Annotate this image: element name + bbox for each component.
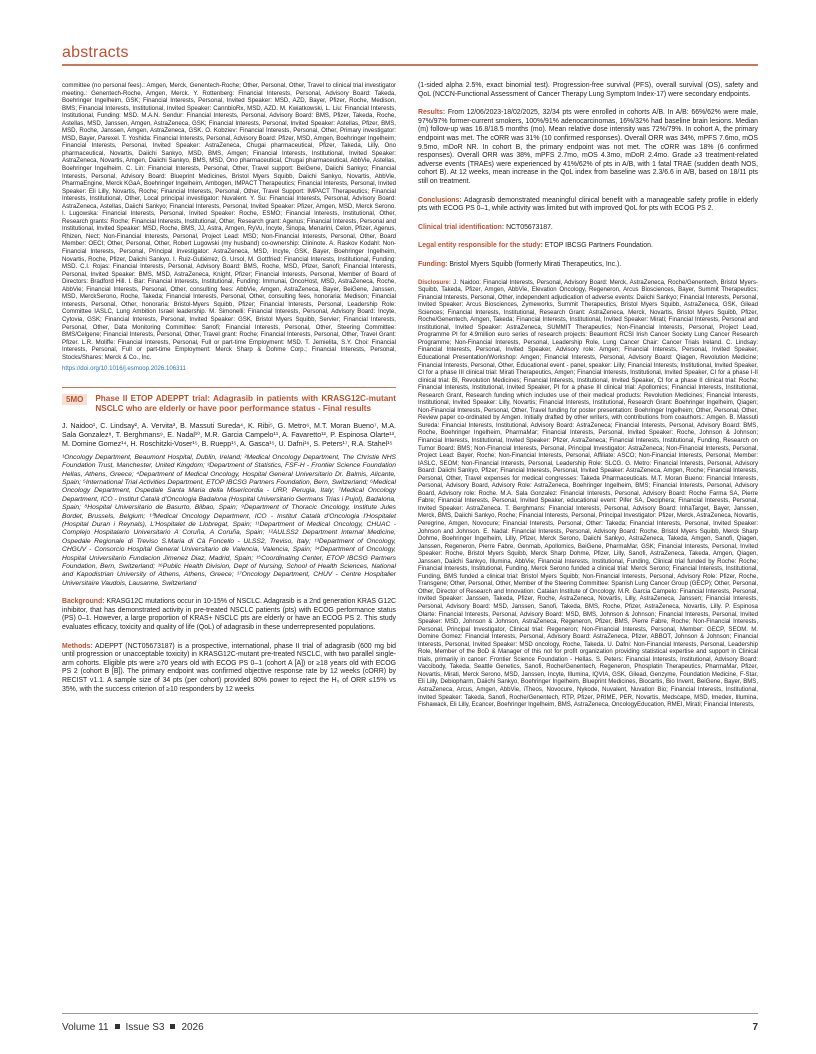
trial-id-label: Clinical trial identification: xyxy=(418,223,505,231)
disclosure-section xyxy=(418,280,758,710)
results-section xyxy=(418,109,758,186)
background-label: Background: xyxy=(62,598,105,606)
trial-id-text: NCT05673187. xyxy=(506,223,553,231)
disclosure-text: J. Naidoo: Financial Interests, Personal, Advisory Board: Merck, AstraZeneca, Roche/Genentech, Bristol Myers-Squibb, Takeda, Pfizer, Amgen, AbbVie, Elevation Oncology, Regeneron, Arcus Biosciences, Bayer, Summit Therapeutics; Financial Interests, Personal, Other, independent adjudication of adverse events: Daiichi Sankyo; Financial Interests, Personal, Invited Speaker: Arcus Biosciences, Zymeworks, Summit Therapeutics, Bristol Myers Squibb, AstraZeneca, GSK, Gilead Sciences; Financial Interests, Institutional, Research Grant: AstraZeneca, Merck, Novartis, Bristol Myers Squibb, Pfizer, Roche/Genentech, Amgen, Takeda; Financial Interests, Institutional, Invited Speaker: Mirati; Financial Interests, Personal and Institutional, Invited Speaker: AstraZeneca, SUMMIT Therapeutics; Non-Financial Interests, Personal, Project Lead, Programme PI for 4.9million euro series of research projects: Beaumont RCSI Irish Cancer Society Lung Cancer Research Programme; Non-Financial Interests, Personal, Leadership Role, Lung Cancer Chair: Cancer Trials Ireland. C. Lindsay: Financial Interests, Personal, Invited Speaker, Advisory role: Amgen; Financial Interests, Personal, Invited Speaker, Educational Presentation/Workshop: Amgen; Financial Interests, Personal, Advisory Board: Qiagen, Revolution Medicine; Financial Interests, Personal, Other, Educational event - panel, speaker: Lilly; Financial Interests, Institutional, Invited Speaker, CI for a phase III clinical trial: Mirati Therapeutics, Amgen; Financial Interests, Institutional, Invited Speaker, CI for a phase I-II clinical trial: BI, Revolution Medicines; Financial Interests, Institutional, Invited Speaker, CI for a phase II clinical trial: Roche; Financial Interests, Institutional, Invited Speaker, PI for a phase III clinical trial: Apollomics; Financial Interests, Institutional, Research Grant, Research funding which includes use of their medical products: Revolution Medicines; Financial Interests, Institutional, Invited Speaker: Lilly, Novartis; Financial Interests, Institutional, Research Grant: Boehringer Ingelheim, Qiagen; Non-Financial Interests, Personal, Other, Travel funding for poster presentation: Boehringer Ingelheim; Other, Personal, Other, Review paper co-ordinated by Amgen. Initially drafted by other writers, with contributions from coauthors.: Amgen. B. Massuti Sureda: Financial Interests, Institutional, Advisory Board: AstraZeneca; Financial Interests, Personal, Advisory Board: BMS, Roche, Boehringer Ingelheim, PharmaMar; Financial Interests, Personal, Invited Speaker: Roche, Johnson & Johnson; Financial Interests, Institutional, Invited Speaker: Pfizer, AstraZeneca; Financial Interests, Institutional, Funding, Research on Tumor Board: BMS; Non-Financial Interests, Personal, Principal Investigator: AstraZeneca; Non-Financial Interests, Personal, Project Lead: Bayer, Roche; Non-Financial Interests, Personal, Affiliate: ASCO; Non-Financial Interests, Personal, Member: IASLC, SEOM; Non-Financial Interests, Personal, Leadership Role: SLCG. G. Metro: Financial Interests, Personal, Advisory Board: Daiichi Sankyo, Pfizer; Financial Interests, Personal, Invited Speaker: AstraZeneca, Amgen, Roche; Financial Interests, Personal, Other, Travel expenses for medical congresses: Takeda Pharmaceuticals. M.T. Moran Bueno: Financial Interests, Personal, Advisory Board, Advisory Role: AstraZeneca, Boehringer Ingelheim, BMS; Financial Interests, Personal, Advisory Board, Advisory role: Roche. M.A. Sala Gonzalez: Financial Interests, Personal, Advisory Board: Roche Farma SA, Pierre Fabre; Financial Interests, Personal, Invited Speaker, educational event: Pifer SA, Deciphera; Financial Interests, Personal, Invited Speaker: AstraZeneca. T. Berghmans: Financial Interests, Personal, Advisory Board: InhaTarget, Bayer, Janssen, Merck, BMS, Daiichi Sankyo, Roche; Financial Interests, Personal, Principal Investigator: Pfizer, Merck, AstraZeneca, Novartis, Peregrine, Amgen, Novocure; Financial Interests, Personal, Other: Takeda; Financial Interests, Personal, Invited Speaker: Johnson and Johnson. E. Nadal: Financial Interests, Personal, Advisory Board: Roche, Bristol Myers Squibb, Merck Sharp Dohme, Boehringer Ingelheim, Lilly, Pfizer, Merck Serono, Daiichi Sankyo, AstraZeneca, Takeda, Amgen, Sanofi, Qiagen, Janssen, Regeneron, Pierre Fabre, Genmab, Apollomics, BeiGene, PharmaMar, GSK; Financial Interests, Personal, Invited Speaker: Roche, Bristol Myers Squibb, Merck Sharp Dohme, Pfizer, Lilly, Sanofi, AstraZeneca, Takeda, Amgen, Qiagen, Janssen, Daiichi Sankyo, Illumina, AbbVie; Financial Interests, Institutional, Funding, Clinical trial funded by Roche: Roche; Financial Interests, Institutional, Funding, Merck Serono funded a clinical trial: Merck Serono; Financial Interests, Institutional, Funding, BMS funded a clinical trial: Bristol Myers Squibb; Non-Financial Interests, Personal, Advisory Role: Pfizer, Roche, Transgene; Other, Personal, Other, Member of the Steering Committee: Spanish Lung Cancer Group (GECP); Other, Personal, Other, Director of Research and Innovation: Catalan Institute of Oncology. M.R. Garcia Campelo: Financial Interests, Personal, Invited Speaker: Janssen, Takeda, Pfizer, Roche, AstraZeneca, Novartis, Lilly, AstraZeneca, Janssen; Financial Interests, Personal, Advisory Board: MSD, Janssen, Sanofi, Takeda, BMS, Roche, Pfizer, AstraZeneca, Novartis, Lilly. P. Espinosa Olarte: Financial Interests, Personal, Advisory Board: MSD, BMS, Johnson & Johnson; Financial Interests, Personal, Invited Speaker: MSD, Johnson & Johnson, AstraZeneca, Regeneron, Pfizer, BMS, Pierre Fabre, Roche; Non-Financial Interests, Personal, Principal Investigator, Clinical trial: Regeneron; Non-Financial Interests, Personal, Member: GECP, SEOM. M. Domine Gomez: Financial Interests, Personal, Advisory Board: AstraZeneca, Pfizer, ABBOT, Johnson & Johnson; Financial Interests, Personal, Invited Speaker: MSD oncology, Roche, Takeda. U. Dafni: Non-Financial Interests, Personal, Leadership Role, Member of the BoD & Manager of this not for profit organization providing statistical expertise and support in Clinical trials, primarily in cancer: Frontier Science Foundation - Hellas. S. Peters: Financial Interests, Institutional, Advisory Board: Vaccibody, Takeda, Seattle Genetics, Sanofi, Roche/Genentech, Regeneron, Phosplatin Therapeutics, PharmaMar, Pfizer, Novartis, Mirati, Merck Serono, MSD, Janssen, Incyte, Illumina, IQVIA, GSK, Gilead, Genzyme, Foundation Medicine, F-Star, Eli Lilly, Debiopharm, Daiichi Sankyo, Boehringer Ingelheim, Blueprint Medicines, Biocartis, Bio Invent, BeiGene, Bayer, BMS, AstraZeneca, Arcus, Amgen, AbbVie, iTheos, Novocure, Nykode, Nuvalent, Nuvation Bio; Financial Interests, Institutional, Invited Speaker: Takeda, Sanofi, Roche/Genentech, RTP, Pfizer, PRIME, PER, Novartis, Medscape, MSD, Imedex, Illumina, Fishawack, Eli Lilly, Ecancer, Boehringer Ingelheim, BMS, AstraZeneca, OncologyEducation, RMEI, Mirati; Financial Interests, xyxy=(418,279,758,709)
methods-continued-text: (1-sided alpha 2.5%, exact binomial test). Progression-free survival (PFS), overall survival (OS), safety and QoL (NCCN-Functional Assessment of Cancer Therapy Lung Symptom Index-17) were secondary endpoints. xyxy=(418,82,758,98)
conclusions-section xyxy=(418,197,758,214)
abstract-heading xyxy=(62,387,396,414)
doi-link[interactable]: https://doi.org/10.1016/j.esmoop.2026.106311 xyxy=(62,365,186,373)
page-number: 7 xyxy=(752,1022,758,1033)
square-bullet-icon xyxy=(170,1024,175,1029)
square-bullet-icon xyxy=(115,1024,120,1029)
disclosure-label: Disclosure: xyxy=(418,279,451,286)
results-text: From 12/06/2023-18/02/2025, 32/34 pts were enrolled in cohorts A/B. In A/B: 66%/62% were male, 97%/97% former-current smokers, 100%/91% adenocarcinomas, 16%/32% had baseline brain lesions. Median (m) follow-up was 16.8/18.5 months (mo). Mean relative dose intensity was 72%/79%. In cohort A, the primary endpoint was met. The cORR was 31% (10 confirmed responses). Overall ORR was 34%, mPFS 7.6mo, mOS 9.5mo, mDoR NR. In cohort B, the primary endpoint was not met. The cORR was 18% (6 confirmed responses). Overall ORR was 38%, mPFS 2.7mo, mOS 4.3mo, mDoR 2.4mo. Grade ≥3 treatment-related adverse events (TRAEs) were experienced by 41%/62% of pts in A/B, with 1 fatal TRAE (sudden death NOS, cohort B). At 12 weeks, mean increase in the QoL index from baseline was 2.3/6.6 in A/B, based on 18/11 pts still on treatment. xyxy=(418,109,758,185)
journal-section-header: abstracts xyxy=(62,44,129,61)
funding-label: Funding: xyxy=(418,260,448,268)
footer-volume: Volume 11 xyxy=(62,1022,109,1033)
header-rule xyxy=(62,64,758,66)
funding-section xyxy=(418,261,758,270)
background-section xyxy=(62,598,396,632)
methods-section xyxy=(62,643,396,695)
conclusions-text: Adagrasib demonstrated meaningful clinical benefit with a manageable safety profile in elderly pts with ECOG PS 0–1, while activity was limited but with improved QoL for pts with ECOG PS 2. xyxy=(418,196,758,213)
footer-issue: Issue S3 xyxy=(125,1022,165,1033)
left-column xyxy=(62,82,396,694)
footer-rule xyxy=(62,1013,758,1014)
footer-issue-info xyxy=(62,1022,204,1033)
methods-text: ADEPPT (NCT05673187) is a prospective, international, phase II trial of adagrasib (600 mg bid until progression or unacceptable toxicity) in KRASG12C-mutant pre-treated NSCLC, with two parallel single-arm cohorts. Eligible pts were ≥70 years old with ECOG PS 0–1 (cohort A [A]) or ≥18 years old with ECOG PS 2 (cohort B [B]). The primary endpoint was confirmed objective response rate by 12 weeks (cORR) by RECIST v1.1. A sample size of 34 pts (per cohort) provided 80% power to reject the H₀ of ORR ≤15% vs 35%, with the success criterion of ≥10 responders by 12 weeks xyxy=(62,642,396,693)
trial-id-section xyxy=(418,224,758,233)
background-text: KRASG12C mutations occur in 10-15% of NSCLC. Adagrasib is a 2nd generation KRAS G12C inhibitor, that has demonstrated activity in pre-treated NSCLC patients (pts) with ECOG performance status (PS) 0–1. However, a large proportion of KRAS+ NSCLC pts are elderly or have an ECOG PS 2. This study evaluates efficacy, toxicity and quality of life (QoL) of adagrasib in these underrepresented populations. xyxy=(62,598,397,632)
legal-entity-section xyxy=(418,242,758,251)
affiliations: ¹Oncology Department, Beaumont Hospital, Dublin, Ireland; ²Medical Oncology Department, The Christie NHS Foundation Trust, Manchester, United Kingdom; ³Department of Statistics, FSF-H - Frontier Science Foundation Hellas, Athens, Greece; ⁴Department of Medical Oncology, Hospital General Universitario Dr. Balmis, Alicante, Spain; ⁵International Trial Activities Department, ETOP IBCSG Partners Foundation, Bern, Switzerland; ⁶Medical Oncology Department, Ospedale Santa Maria della Misericordia - URP, Perugia, Italy; ⁷Medical Oncology Department, ICO - Institut Català d'Oncologia Badalona (Hospital Universitario Germans Trias i Pujol), Badalona, Spain; ⁸Hospital Universitario de Basurto, Bilbao, Spain; ⁹Department of Thoracic Oncology, Institute Jules Bordet, Brussels, Belgium; ¹⁰Medical Oncology Department, ICO - Institut Català d'Oncologia l'Hospitalet (Hospital Duran i Reynals), L'Hospitalet de Llobregat, Spain; ¹¹Department of Medical Oncology, CHUAC - Complejo Hospitalario Universitario A Coruña, A Coruña, Spain; ¹²AULSS2 Department Internal Medicine, Ospedale Regionale di Treviso S.Maria di Cà Foncello - ULSS2, Treviso, Italy; ¹³Department of Oncology, CHGUV - Consorcio Hospital General Universitario de Valencia, Valencia, Spain; ¹⁴Department of Oncology, Hospital Universitario Fundacion Jimenez Diaz, Madrid, Spain; ¹⁵Coordinating Center, ETOP IBCSG Partners Foundation, Bern, Switzerland; ¹⁶Public Health Division, Dept of Nursing, School of Health Sciences, National and Kapodistrian University of Athens, Athens, Greece; ¹⁷Oncology Department, CHUV - Centre Hospitalier Universitaire Vaudois, Lausanne, Switzerland xyxy=(62,453,396,587)
continued-disclosure-text: committee (no personal fees).: Amgen, Merck, Genentech-Roche; Other, Personal, Other, Travel to clinical trial investigator meeting.: Genentech-Roche, Amgen, Merck. Y. Rottenberg: Financial Interests, Personal, Advisory Board: Takeda, Boehringer Ingelheim, GSK; Financial Interests, Personal, Invited Speaker: MSD, AZD, Bayer, Pfizer, Roche, Medison, BMS; Financial Interests, Institutional, Invited Speaker: CannbioRx, MSD, AZD. M. Kwiatkowski, L. Liu: Financial Interests, Institutional, Funding: MSD. M.A.N. Sendur: Financial Interests, Personal, Advisory Board: BMS, Pfizer, Takeda, Roche, Astellas, MSD, Janssen, Amgen, AstraZeneca, GSK; Financial Interests, Personal, Invited Speaker: Astellas, Pfizer, BMS, MSD, Roche, Janssen, Amgen, AstraZeneca, GSK. O. Kobziev: Financial Interests, Personal, Other, Primary investigator: MSD, Bayer, Parexel. T. Yoshida: Financial Interests, Personal, Advisory Board: Pfizer, MSD, Amgen, Boehringer Ingelheim; Financial Interests, Personal, Invited Speaker: AstraZeneca, Chugai pharmaceutical, Pfizer, Takeda, Lilly, Ono pharmaceutical, Novartis, Daiichi Sankyo, MSD, BMS, Amgen; Financial Interests, Institutional, Invited Speaker: AstraZeneca, Novartis, Amgen, Daiichi Sankyo, BMS, MSD, Ono pharmaceutical, Chugai pharmaceutical, AbbVie, Astellas, Boehringer Ingelheim. C. Lin: Financial Interests, Personal, Other, Travel support: BeiGene, Daiichi Sankyo; Financial Interests, Personal, Advisory Board: Blueprint Medicines, Bristol Myers Squibb, Daiichi Sankyo, Novartis, AbbVie, PharmaEngine, Merck KGaA, Boehringer Ingelheim, Ambogen, IMPACT Therapeutics; Financial Interests, Personal, Invited Speaker: Eli Lilly, Novartis, Roche; Financial Interests, Personal, Other, Travel Support: IMPACT Therapeutics; Financial Interests, Institutional, Other, Local principal investigator: Nuvalent. Y. Su: Financial Interests, Personal, Advisory Board: AstraZeneca, Astellas, Daiichi Sankyo; Financial Interests, Personal, Invited Speaker: Pfizer, Amgen, MSD, Merck Serono. I. Lugowska: Financial Interests, Personal, Invited Speaker: Roche, ESMO; Financial Interests, Institutional, Other, Research grants: Roche; Financial Interests, Institutional, Other, Research grant: Agenus; Financial Interests, Personal and Institutional, Invited Speaker: MSD, Roche, BMS, JJ, Astra, Amgen, RyVu, Incyte, Sinopa, Menarini, Celon, Pfizer, Agenus, Rhizen, Nect; Non-Financial Interests, Personal, Project Lead: MSD; Non-Financial Interests, Personal, Other, Board Member: OECI; Other, Personal, Other, Robert Lugowski (my husband) co-ownership: Clininote. A. Raskov Kodahl: Non-Financial Interests, Personal, Principal Investigator: AstraZeneca, MSD, Incyte, GSK, Bayer, Boehringer Ingelheim, Novartis, Roche, Pfizer, Daiichi Sankyo. I. Ruiz-Gutiérrez, G. Ursol, M. Gottfried: Financial Interests, Institutional, Funding: MSD. C.I. Rojas: Financial Interests, Personal, Advisory Board: BMS, Roche, MSD, Pfizer, Sanofi; Financial Interests, Personal, Invited Speaker: BMS, MSD, AstraZeneca, Knight, Pfizer; Financial Interests, Personal, Member of Board of Directors: Bradford Hill. I. Bar: Financial Interests, Institutional, Funding: Immunai, OncoHost, MSD, AstraZeneca, Roche, AbbVie; Financial Interests, Personal, Other, consulting fees: AbbVie, Amgen, AstraZeneca, Bayer, BeiGene, Janssen, MSD, MerckSerono, Roche, Takeda; Financial Interests, Personal, Other, consulting fees, honoraria: Medison; Financial Interests, Personal, Other, honoraria: Bristol-Myers Squibb, Pfizer; Financial Interests, Personal, Leadership Role: Committee IASLC, Lung Ambition Israel leadership. M. Simonelli: Financial Interests, Personal, Advisory Board: Incyte, Cytovia, GSK; Financial Interests, Personal, Invited Speaker: GSK, Bristol Myers Squibb, Servier; Financial Interests, Personal, Other, Data Monitoring Committee: Sanofi; Financial Interests, Personal, Other, Steering Committee: BMS/Celgene; Financial Interests, Personal, Other, Travel grant: Roche; Financial Interests, Personal, Other, Travel Grant: Pfizer. L.R. Moliffe: Financial Interests, Personal, Full or part-time Employment: MSD. T. Jemielita, S.Y. Choi: Financial Interests, Personal, Full or part-time Employment: Merck Sharp & Dohme Corp.; Financial Interests, Personal, Stocks/Shares: Merck & Co., Inc. xyxy=(62,82,396,361)
results-label: Results: xyxy=(418,109,446,117)
author-list: J. Naidoo¹, C. Lindsay², A. Vervita³, B. Massuti Sureda⁴, K. Ribi⁵, G. Metro⁶, M.T. Moran Bueno⁷, M.A. Sala Gonzalez⁸, T. Berghmans⁹, E. Nadal¹⁰, M.R. Garcia Campelo¹¹, A. Favaretto¹², P. Espinosa Olarte¹³, M. Domine Gomez¹⁴, H. Roschitzki-Voser¹⁵, B. Ruepp¹⁵, A. Gasca¹⁵, U. Dafni¹⁶, S. Peters¹⁷, R.A. Stahel¹⁵ xyxy=(62,421,396,448)
right-column xyxy=(418,82,758,710)
legal-entity-text: ETOP IBCSG Partners Foundation. xyxy=(544,242,653,250)
footer-year: 2026 xyxy=(181,1022,204,1033)
methods-label: Methods: xyxy=(62,642,93,650)
abstract-id-badge: 5MO xyxy=(62,394,87,406)
conclusions-label: Conclusions: xyxy=(418,196,462,204)
funding-text: Bristol Myers Squibb (formerly Mirati Therapeutics, Inc.). xyxy=(449,260,622,268)
legal-entity-label: Legal entity responsible for the study: xyxy=(418,242,543,250)
abstract-title: Phase II ETOP ADEPPT trial: Adagrasib in patients with KRASG12C-mutant NSCLC who are elderly or have poor performance status - Final results xyxy=(95,393,396,413)
